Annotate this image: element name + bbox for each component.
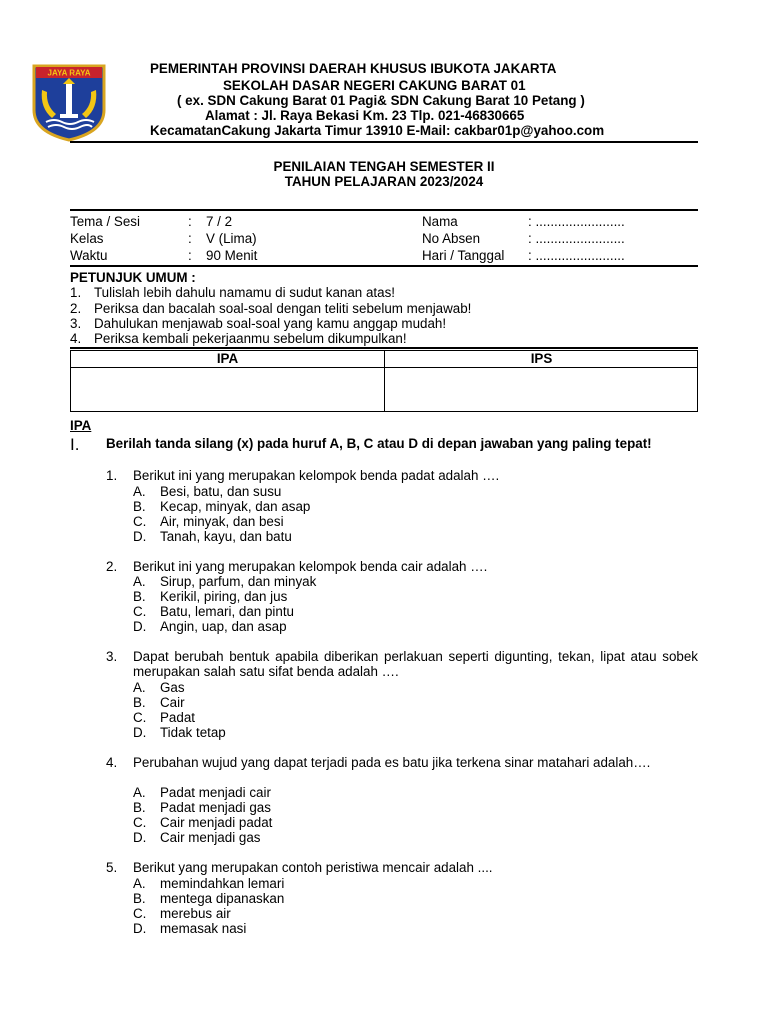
option: C. Air, minyak, dan besi: [133, 514, 284, 529]
option: D. Angin, uap, dan asap: [133, 619, 287, 634]
option: B. Kerikil, piring, dan jus: [133, 589, 288, 604]
info-sep: :: [188, 248, 192, 263]
option: D. Tidak tetap: [133, 725, 226, 740]
score-top-rule: [70, 347, 698, 349]
petunjuk-item: 4. Periksa kembali pekerjaanmu sebelum dikumpulkan!: [70, 331, 407, 346]
info-label-tema: Tema / Sesi: [70, 214, 140, 229]
option: A. Gas: [133, 680, 185, 695]
option: A. Sirup, parfum, dan minyak: [133, 574, 317, 589]
petunjuk-item: 2. Periksa dan bacalah soal-soal dengan teliti sebelum menjawab!: [70, 301, 472, 316]
option: D. Tanah, kayu, dan batu: [133, 529, 292, 544]
option: D. Cair menjadi gas: [133, 830, 261, 845]
info-value-nama: : ........................: [528, 214, 625, 229]
section-label: IPA: [70, 418, 92, 433]
info-label-waktu: Waktu: [70, 248, 108, 263]
info-top-rule: [70, 209, 698, 211]
section-roman-numeral: I.: [70, 435, 80, 454]
petunjuk-title: PETUNJUK UMUM :: [70, 270, 196, 285]
option: A. Padat menjadi cair: [133, 785, 271, 800]
option: B. Kecap, minyak, dan asap: [133, 499, 311, 514]
header-government: PEMERINTAH PROVINSI DAERAH KHUSUS IBUKOTA JAKARTA: [150, 61, 557, 76]
petunjuk-item: 1. Tulislah lebih dahulu namamu di sudut kanan atas!: [70, 285, 395, 300]
score-header-ipa: IPA: [216, 351, 239, 366]
info-label-kelas: Kelas: [70, 231, 104, 246]
section-instruction: Berilah tanda silang (x) pada huruf A, B, C atau D di depan jawaban yang paling tepat!: [106, 436, 652, 451]
info-value-kelas: V (Lima): [206, 231, 257, 246]
info-label-nama: Nama: [422, 214, 458, 229]
info-label-absen: No Absen: [422, 231, 481, 246]
option: A. Besi, batu, dan susu: [133, 484, 282, 499]
option: B. Padat menjadi gas: [133, 800, 271, 815]
info-value-tema: 7 / 2: [206, 214, 233, 229]
info-value-tanggal: : ........................: [528, 248, 625, 263]
header-rule: [70, 141, 698, 143]
option: C. Cair menjadi padat: [133, 815, 273, 830]
score-table: [70, 350, 698, 412]
info-sep: :: [188, 214, 192, 229]
info-value-waktu: 90 Menit: [206, 248, 258, 263]
info-sep: :: [188, 231, 192, 246]
jakarta-emblem-logo: [30, 62, 108, 142]
option: D. memasak nasi: [133, 921, 247, 936]
option: C. Batu, lemari, dan pintu: [133, 604, 294, 619]
info-bottom-rule: [70, 265, 698, 267]
petunjuk-item: 3. Dahulukan menjawab soal-soal yang kamu anggap mudah!: [70, 316, 447, 331]
header-ex-school: ( ex. SDN Cakung Barat 01 Pagi& SDN Cakung Barat 10 Petang ): [177, 93, 585, 108]
option: C. Padat: [133, 710, 195, 725]
info-label-tanggal: Hari / Tanggal: [422, 248, 505, 263]
info-value-absen: : ........................: [528, 231, 625, 246]
exam-year: TAHUN PELAJARAN 2023/2024: [284, 174, 484, 189]
header-school-name: SEKOLAH DASAR NEGERI CAKUNG BARAT 01: [223, 78, 526, 93]
header-district-email: KecamatanCakung Jakarta Timur 13910 E-Mail: cakbar01p@yahoo.com: [150, 123, 605, 138]
option: C. merebus air: [133, 906, 231, 921]
score-header-ips: IPS: [530, 351, 553, 366]
option: B. mentega dipanaskan: [133, 891, 285, 906]
header-address: Alamat : Jl. Raya Bekasi Km. 23 Tlp. 021-46830665: [205, 108, 525, 123]
exam-title: PENILAIAN TENGAH SEMESTER II: [273, 159, 495, 174]
option: B. Cair: [133, 695, 185, 710]
logo-motto: JAYA RAYA: [47, 68, 91, 78]
option: A. memindahkan lemari: [133, 876, 285, 891]
